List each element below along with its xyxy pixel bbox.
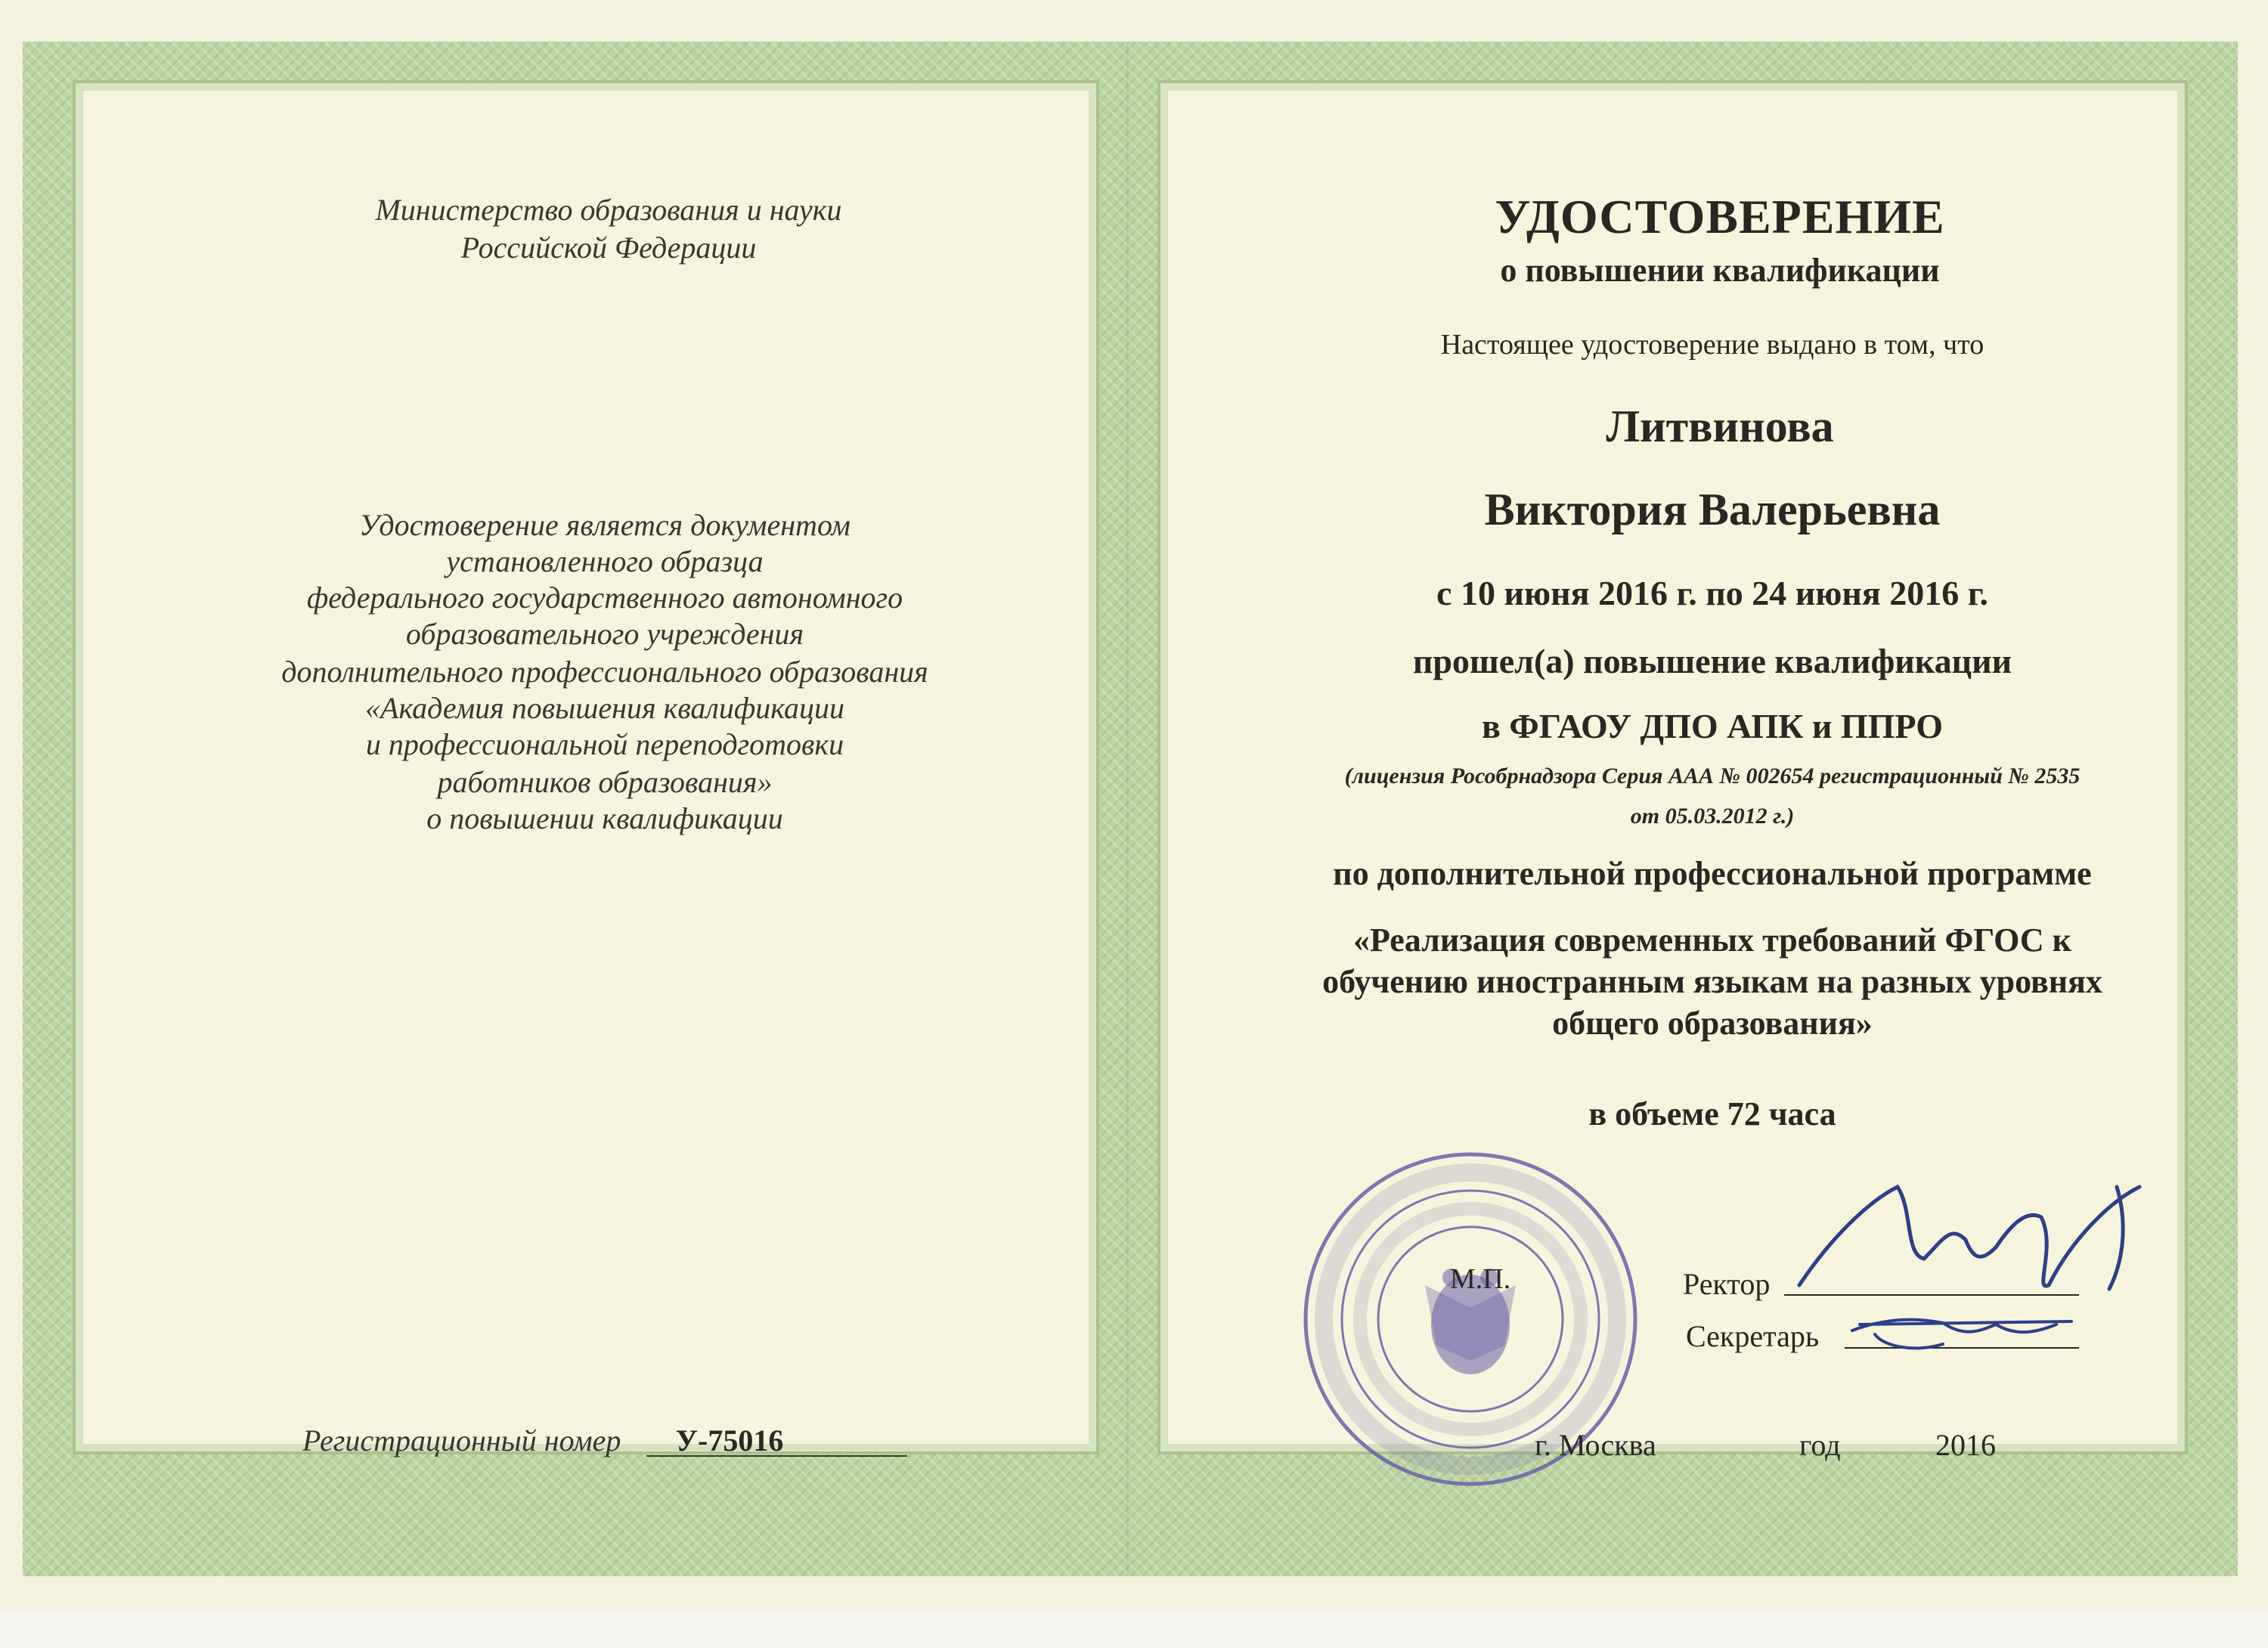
- year-label: год: [1799, 1428, 1841, 1462]
- program-title-line-1: «Реализация современных требований ФГОС к: [1352, 922, 2072, 959]
- description-line-6: «Академия повышения квалификации: [365, 691, 844, 725]
- description-line-8: работников образования»: [437, 765, 773, 799]
- city-label: г. Москва: [1535, 1428, 1656, 1462]
- program-intro: по дополнительной профессиональной программе: [1333, 855, 2092, 892]
- recipient-given-names: Виктория Валерьевна: [1484, 485, 1941, 534]
- certificate-title: УДОСТОВЕРЕНИЕ: [1495, 190, 1945, 243]
- year-value: 2016: [1935, 1428, 1996, 1462]
- description-line-9: о повышении квалификации: [426, 801, 783, 835]
- institution-name: в ФГАОУ ДПО АПК и ППРО: [1481, 707, 1944, 745]
- license-line-1: (лицензия Рособрнадзора Серия ААА № 002654 регистрационный № 2535: [1344, 764, 2081, 788]
- description-line-1: Удостоверение является документом: [359, 508, 850, 542]
- recipient-surname: Литвинова: [1606, 401, 1834, 451]
- completion-text: прошел(а) повышение квалификации: [1412, 642, 2012, 680]
- program-title-line-2: обучению иностранным языкам на разных уровнях: [1322, 963, 2102, 1000]
- ministry-line-1: Министерство образования и науки: [375, 193, 842, 227]
- description-line-2: установленного образца: [446, 544, 764, 578]
- rector-signature: [1799, 1187, 2139, 1289]
- description-line-3: федерального государственного автономного: [306, 581, 903, 615]
- intro-text: Настоящее удостоверение выдано в том, что: [1440, 329, 1984, 361]
- program-title-line-3: общего образования»: [1552, 1005, 1873, 1042]
- description-line-7: и профессиональной переподготовки: [365, 727, 844, 761]
- license-line-2: от 05.03.2012 г.): [1630, 804, 1795, 829]
- course-volume: в объеме 72 часа: [1588, 1095, 1836, 1132]
- description-line-4: образовательного учреждения: [405, 617, 804, 651]
- description-line-5: дополнительного профессионального образования: [281, 655, 928, 689]
- secretary-label: Секретарь: [1686, 1319, 1820, 1353]
- secretary-signature: [1852, 1320, 2071, 1349]
- registration-label: Регистрационный номер: [302, 1423, 621, 1457]
- certificate-subtitle: о повышении квалификации: [1500, 252, 1940, 289]
- registration-number: У-75016: [675, 1423, 784, 1457]
- course-period: с 10 июня 2016 г. по 24 июня 2016 г.: [1436, 574, 1988, 612]
- stamp-place-label: М.П.: [1450, 1263, 1511, 1295]
- rector-label: Ректор: [1683, 1267, 1771, 1301]
- ministry-line-2: Российской Федерации: [460, 231, 757, 265]
